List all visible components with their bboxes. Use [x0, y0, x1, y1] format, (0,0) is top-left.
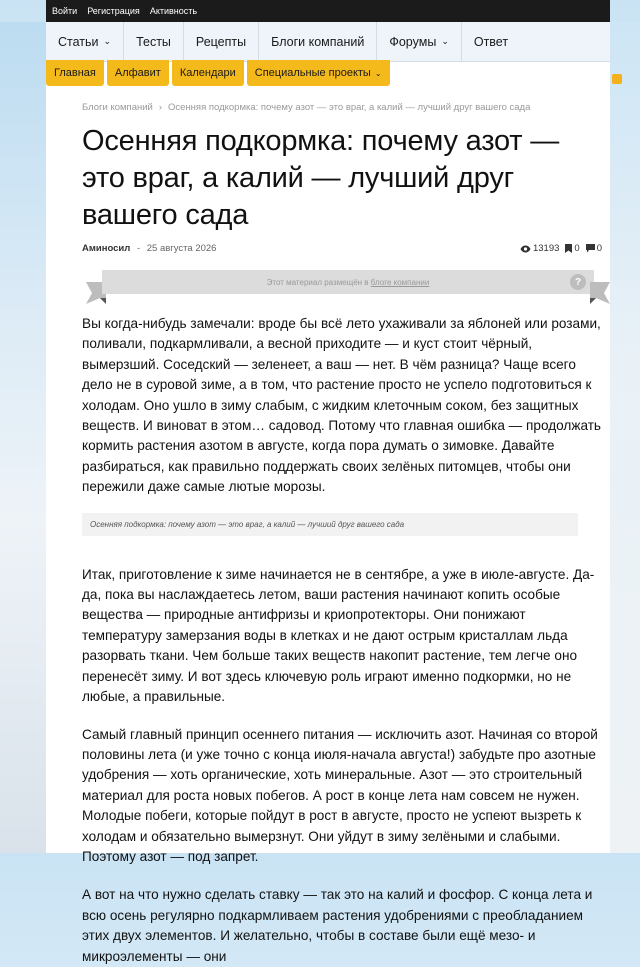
register-link[interactable]: Регистрация [87, 6, 140, 16]
subnav-item-label: Главная [54, 67, 96, 79]
page-background-left [0, 22, 46, 853]
bookmark-icon [565, 244, 572, 253]
subnav-item-label: Календари [179, 67, 236, 79]
image-caption: Осенняя подкормка: почему азот — это враг, а калий — лучший друг вашего сада [82, 513, 578, 536]
login-link[interactable]: Войти [52, 6, 78, 16]
chevron-down-icon: ⌄ [374, 68, 382, 78]
company-blog-link[interactable]: блоге компании [370, 277, 430, 287]
chevron-down-icon: ⌄ [441, 36, 449, 47]
views-count: 13193 [532, 243, 560, 254]
nav-item-company-blogs[interactable] [259, 22, 377, 61]
nav-item-label: Ответ [473, 34, 509, 49]
subnav-item-alphabet[interactable] [107, 60, 169, 86]
article-paragraph: Итак, приготовление к зиме начинается не в сентябре, а уже в июле-августе. Да-да, пока вы наслаждаетесь летом, ваши растения начинают копить особые вещества — природные антифризы и криопротекторы. Они понижают температуру замерзания воды в клетках и не дают острым кристаллам льда разорвать ткани. Чем больше таких веществ накопит растение, тем легче оно перенесёт зиму. И вот здесь ключевую роль играют именно подкормки, но не любые, а правильные. [82, 566, 595, 705]
subnav-item-label: Специальные проекты [254, 67, 371, 79]
nav-item-label: Статьи [58, 34, 99, 49]
article-intro: Вы когда-нибудь замечали: вроде бы всё лето ухаживали за яблоней или розами, поливали, подкармливали, а весной приходите — и куст стоит чёрный, вымерзший. Соседский — зеленеет, а ваш — нет. В чём разница? Чаще всего дело не в суровой зиме, а в том, что растение просто не успело подготовиться к холодам. Оно ушло в зиму слабым, с жидким клеточным соком, без защитных веществ. И виноват в этом… садовод. Потому что главная ошибка — продолжать кормить растения азотом в августе, когда пора думать о зимовке. Давайте разбираться, как правильно поддержать своих зелёных питомцев, чтобы они пережили даже самые лютые морозы. [82, 316, 602, 495]
nav-item-label: Тесты [136, 34, 171, 49]
nav-item-articles[interactable] [46, 22, 124, 61]
date-separator: - [136, 243, 141, 254]
ribbon-fold-right [590, 282, 610, 304]
top-bar [46, 0, 610, 22]
publish-date: 25 августа 2026 [146, 243, 217, 254]
activity-link[interactable]: Активность [149, 6, 198, 16]
bookmarks-count: 0 [574, 243, 580, 254]
ribbon-text: Этот материал размещён в [266, 277, 371, 287]
article-paragraph: А вот на что нужно сделать ставку — так это на калий и фосфор. С конца лета и всю осень регулярно подкармливаем растения удобрениями с преобладанием этих двух элементов. И желательно, чтобы в составе были ещё мезо- и микроэлементы — они [82, 887, 593, 964]
company-blog-ribbon [82, 270, 602, 304]
nav-item-forums[interactable] [377, 22, 462, 61]
nav-item-tests[interactable] [124, 22, 184, 61]
page-title: Осенняя подкормка: почему азот — это враг, а калий — лучший друг вашего сада [82, 125, 560, 231]
main-container [46, 22, 610, 964]
sub-nav [46, 60, 610, 86]
nav-item-label: Форумы [389, 34, 437, 49]
breadcrumb-separator: › [158, 102, 163, 113]
comments-stat[interactable] [586, 243, 602, 254]
comments-count: 0 [596, 243, 602, 254]
article [82, 102, 602, 967]
breadcrumb-item-current: Осенняя подкормка: почему азот — это враг, а калий — лучший друг вашего сада [168, 102, 531, 113]
nav-item-answer[interactable] [462, 22, 520, 61]
subnav-item-calendars[interactable] [172, 60, 244, 86]
subnav-item-home[interactable] [46, 60, 104, 86]
article-paragraph: Самый главный принцип осеннего питания — исключить азот. Начиная со второй половины лета (и уже точно с конца июля-начала августа!) забудьте про азотные удобрения — хоть органические, хоть минеральные. Азот — это строительный материал для роста новых побегов. А рост в конце лета нам совсем не нужен. Молодые побеги, которые пойдут в рост в августе, просто не успеют вызреть к холодам и обязательно вымерзнут. Они уйдут в зиму зелёными и слабыми. Поэтому азот — под запрет. [82, 726, 598, 864]
comment-icon [586, 244, 595, 253]
bookmarks-stat[interactable] [565, 243, 579, 254]
side-banner-mark [612, 74, 622, 84]
nav-item-label: Блоги компаний [271, 34, 365, 49]
nav-item-label: Рецепты [195, 34, 247, 49]
article-meta [82, 243, 602, 254]
eye-icon [520, 245, 531, 253]
nav-item-recipes[interactable] [184, 22, 259, 61]
subnav-item-label: Алфавит [114, 67, 161, 79]
author-link[interactable]: Аминосил [82, 243, 131, 254]
chevron-down-icon: ⌄ [103, 36, 112, 47]
breadcrumb-item-company-blogs[interactable]: Блоги компаний [82, 102, 153, 113]
breadcrumb [82, 102, 602, 113]
article-stats [520, 243, 602, 254]
ribbon-band [102, 270, 594, 294]
page-background-right [608, 22, 640, 853]
subnav-item-special-projects[interactable] [247, 60, 390, 86]
help-icon[interactable]: ? [570, 274, 586, 290]
views-stat [520, 243, 559, 254]
main-nav [46, 22, 610, 62]
